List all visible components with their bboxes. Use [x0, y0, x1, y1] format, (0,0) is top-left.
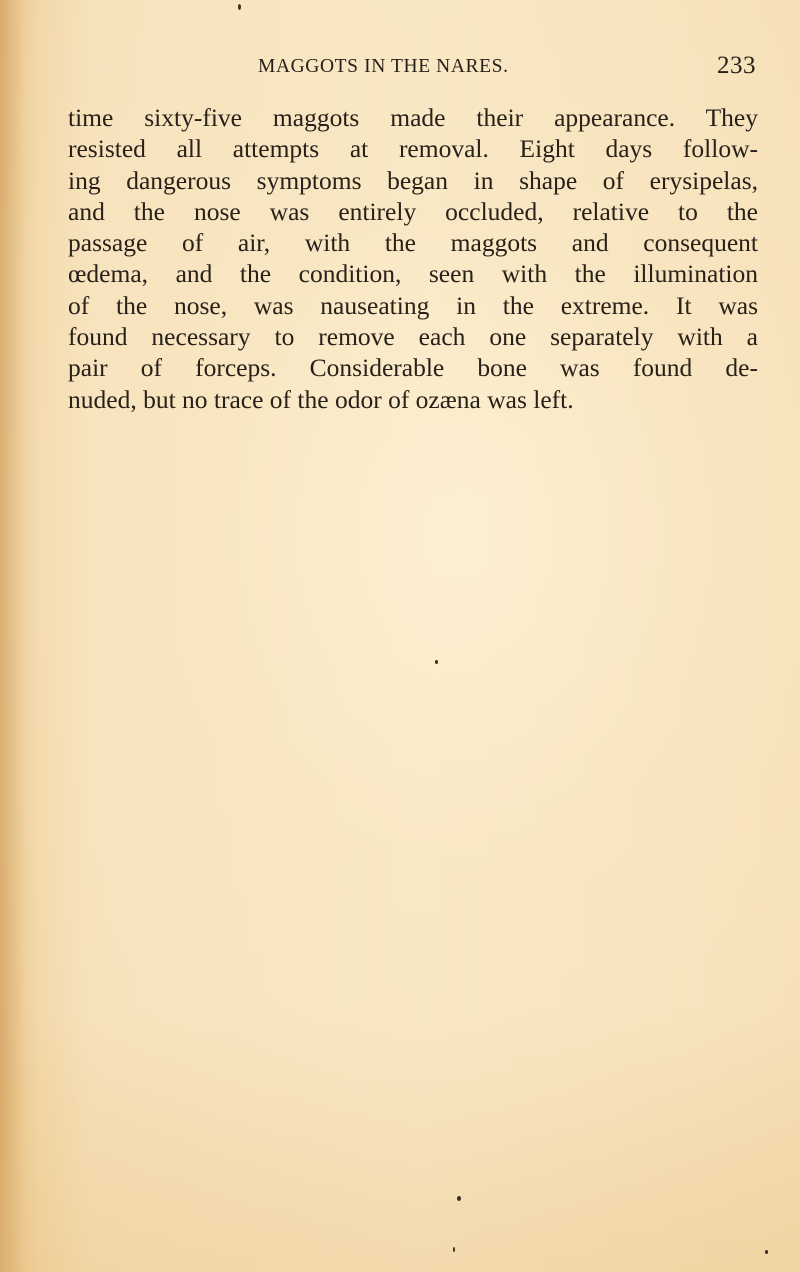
ink-speck: [453, 1247, 455, 1252]
body-paragraph: [68, 102, 758, 415]
text-line: ing dangerous symptoms began in shape of erysipelas,: [68, 165, 758, 195]
ink-speck: [457, 1196, 461, 1201]
text-line: œdema, and the condition, seen with the illumination: [68, 259, 758, 289]
page-number: 233: [717, 52, 756, 79]
running-head: MAGGOTS IN THE NARES.: [258, 56, 509, 77]
text-line: of the nose, was nauseating in the extreme. It was: [68, 290, 758, 320]
ink-speck: [765, 1250, 768, 1254]
text-line: passage of air, with the maggots and consequent: [68, 228, 758, 258]
page-header: [258, 52, 756, 86]
text-line: and the nose was entirely occluded, relative to the: [68, 196, 758, 226]
ink-speck: [238, 4, 241, 10]
text-line: found necessary to remove each one separately with a: [68, 322, 758, 352]
text-line: nuded, but no trace of the odor of ozæna was left.: [68, 384, 574, 414]
ink-speck: [435, 660, 438, 664]
text-line: pair of forceps. Considerable bone was found de-: [68, 353, 758, 383]
text-line: time sixty-five maggots made their appearance. They: [68, 103, 758, 132]
text-line: resisted all attempts at removal. Eight days follow-: [68, 134, 758, 164]
